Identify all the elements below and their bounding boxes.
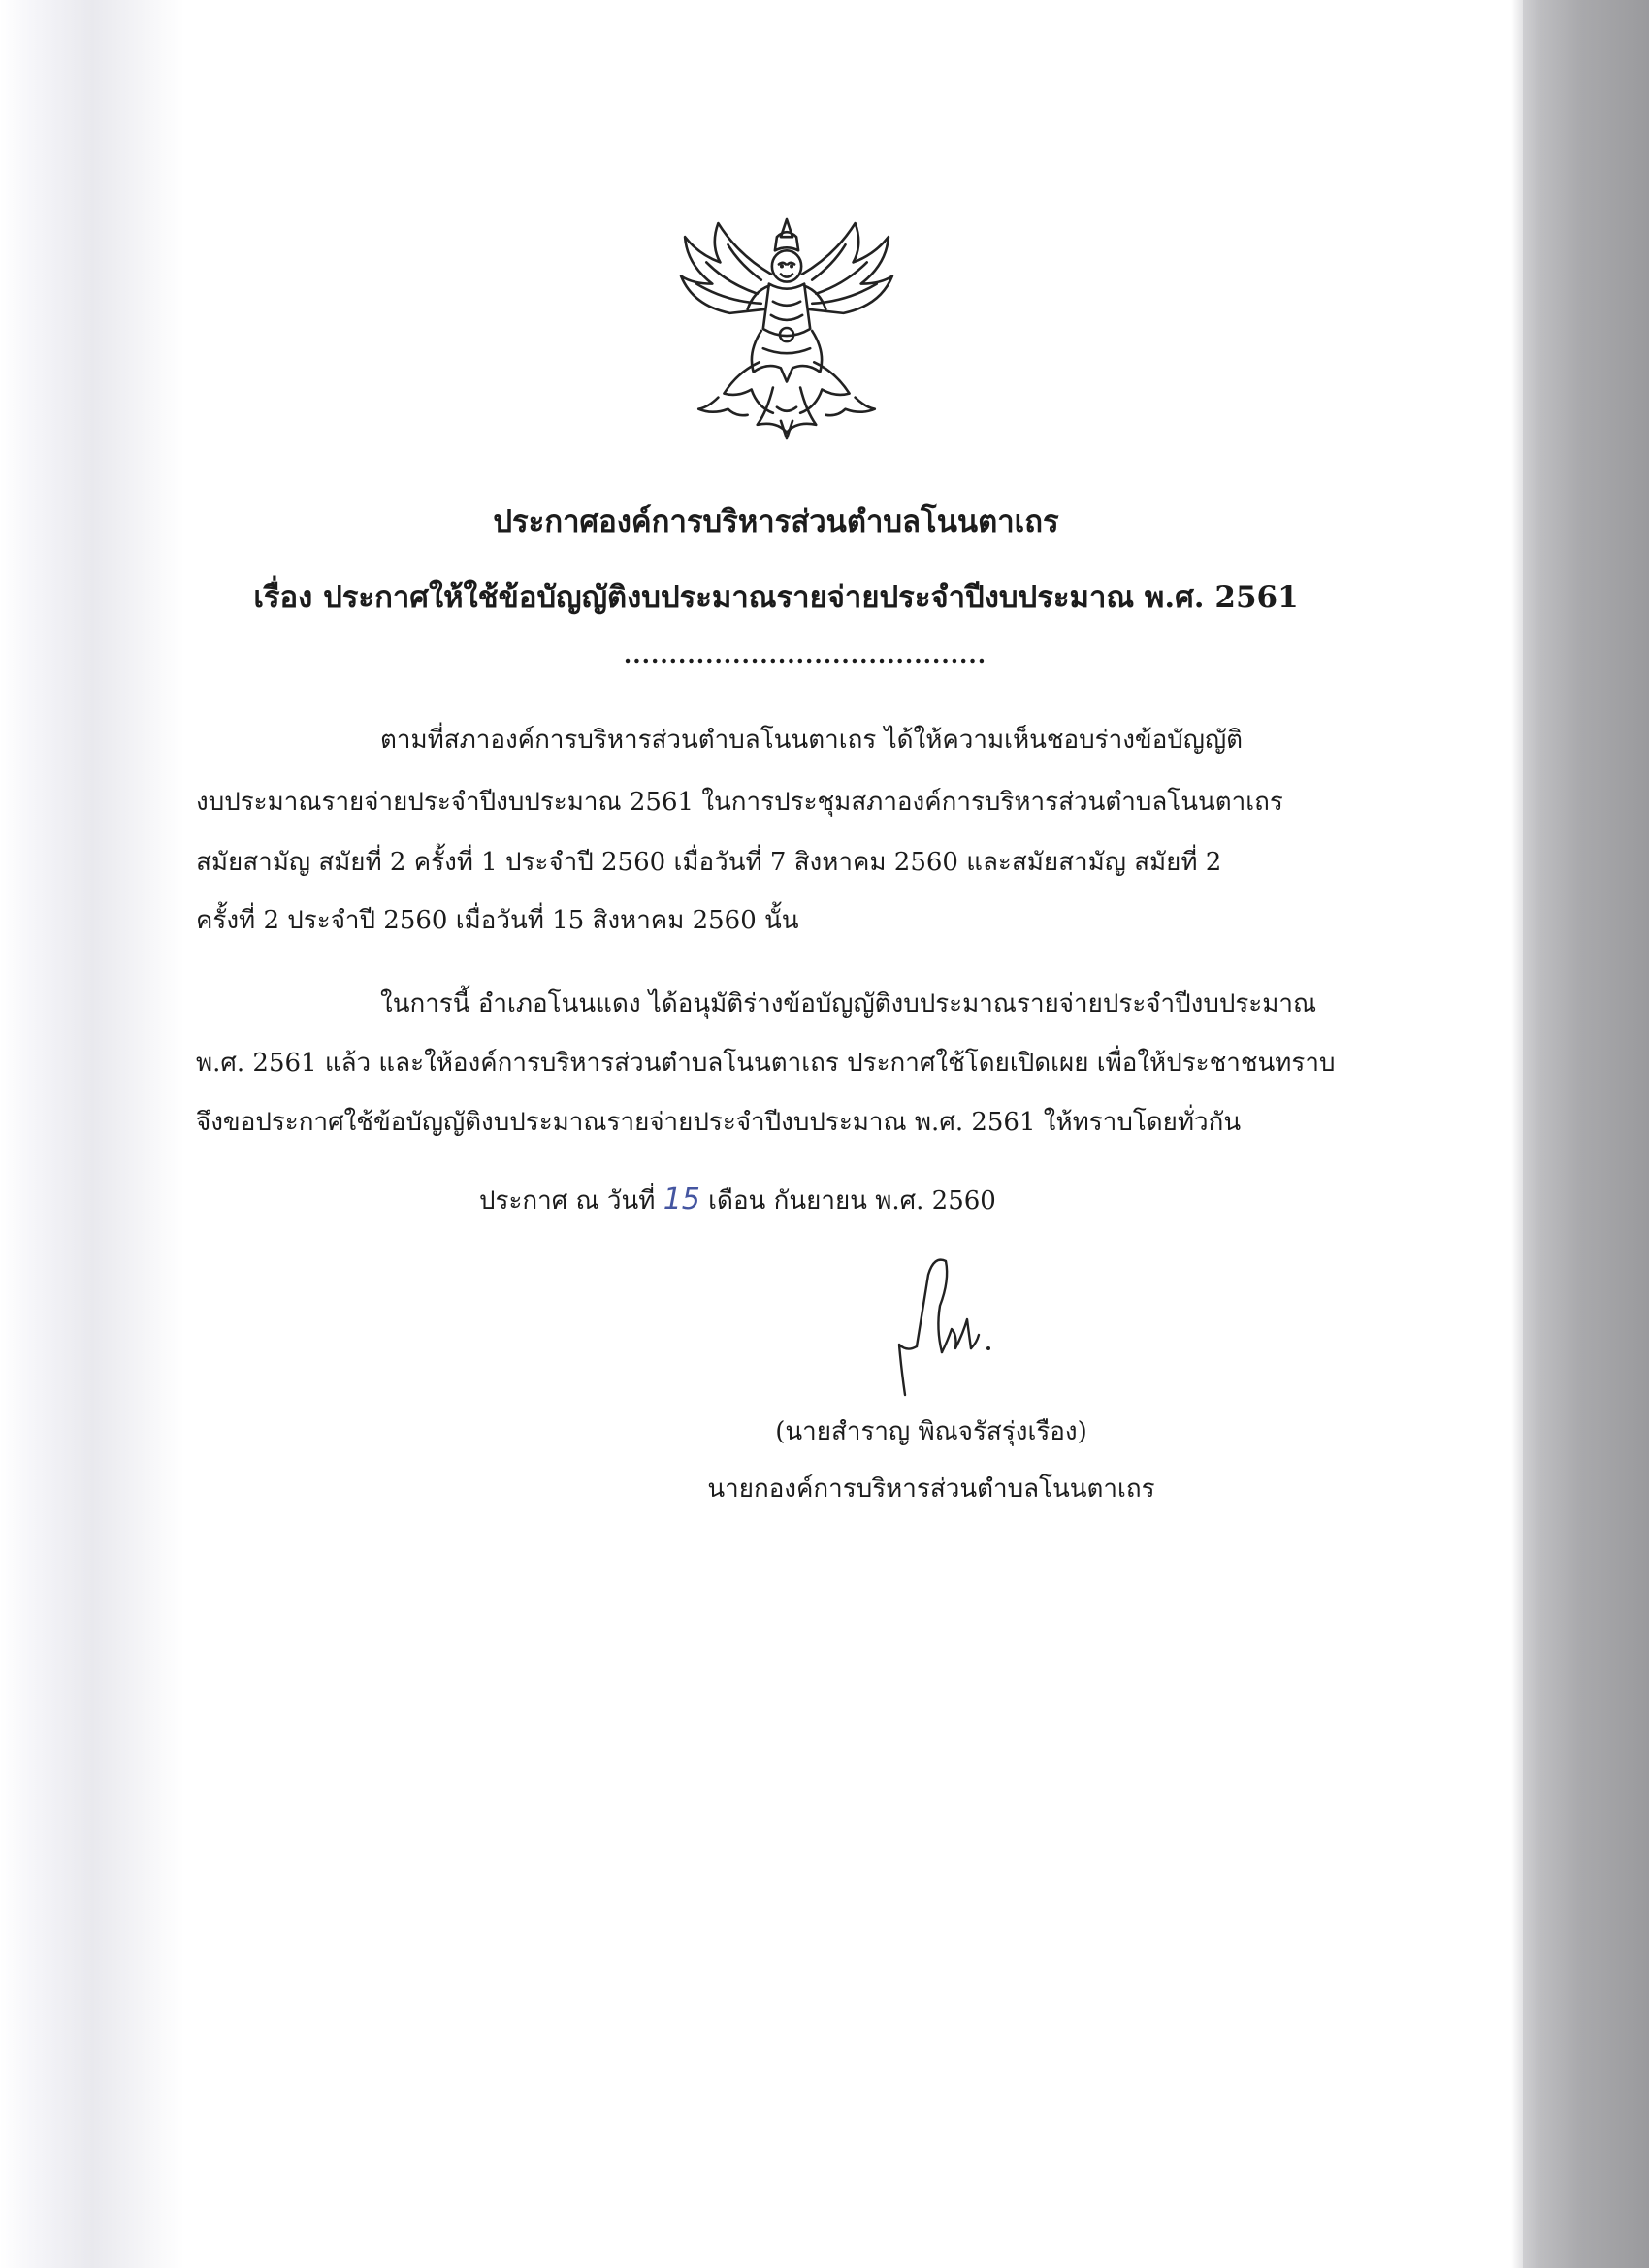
scan-right-edge	[1523, 0, 1649, 2268]
scan-left-shadow	[0, 0, 184, 2268]
paragraph-2-line-3: จึงขอประกาศใช้ข้อบัญญัติงบประมาณรายจ่ายประจำปีงบประมาณ พ.ศ. 2561 ให้ทราบโดยทั่วกัน	[196, 1108, 1242, 1137]
signer-name: (นายสำราญ พิณจรัสรุ่งเรือง)	[775, 1417, 1087, 1446]
garuda-emblem-icon	[679, 215, 894, 440]
announcement-subject: เรื่อง ประกาศให้ใช้ข้อบัญญัติงบประมาณรายจ่ายประจำปีงบประมาณ พ.ศ. 2561	[253, 580, 1299, 615]
paragraph-2-line-1: ในการนี้ อำเภอโนนแดง ได้อนุมัติร่างข้อบัญญัติงบประมาณรายจ่ายประจำปีงบประมาณ	[380, 989, 1317, 1019]
paragraph-1-line-3: สมัยสามัญ สมัยที่ 2 ครั้งที่ 1 ประจำปี 2560 เมื่อวันที่ 7 สิงหาคม 2560 และสมัยสามัญ สมัยที่ 2	[196, 848, 1222, 877]
date-suffix: เดือน กันยายน พ.ศ. 2560	[699, 1186, 996, 1215]
separator-dots: ........................................	[623, 640, 987, 668]
paragraph-1-line-4: ครั้งที่ 2 ประจำปี 2560 เมื่อวันที่ 15 สิงหาคม 2560 นั้น	[196, 906, 799, 935]
announcement-title: ประกาศองค์การบริหารส่วนตำบลโนนตาเถร	[493, 504, 1059, 539]
announcement-date	[479, 1181, 996, 1220]
date-prefix: ประกาศ ณ วันที่	[479, 1186, 663, 1215]
paragraph-1-line-2: งบประมาณรายจ่ายประจำปีงบประมาณ 2561 ในการประชุมสภาองค์การบริหารส่วนตำบลโนนตาเถร	[196, 788, 1283, 817]
paragraph-2-line-2: พ.ศ. 2561 แล้ว และให้องค์การบริหารส่วนตำบลโนนตาเถร ประกาศใช้โดยเปิดเผย เพื่อให้ประชาชนทราบ	[196, 1049, 1336, 1078]
handwritten-signature	[878, 1251, 1004, 1397]
signer-title: นายกองค์การบริหารส่วนตำบลโนนตาเถร	[707, 1474, 1155, 1504]
handwritten-day: 15	[663, 1183, 700, 1216]
paragraph-1-line-1: ตามที่สภาองค์การบริหารส่วนตำบลโนนตาเถร ได้ให้ความเห็นชอบร่างข้อบัญญัติ	[380, 726, 1244, 755]
